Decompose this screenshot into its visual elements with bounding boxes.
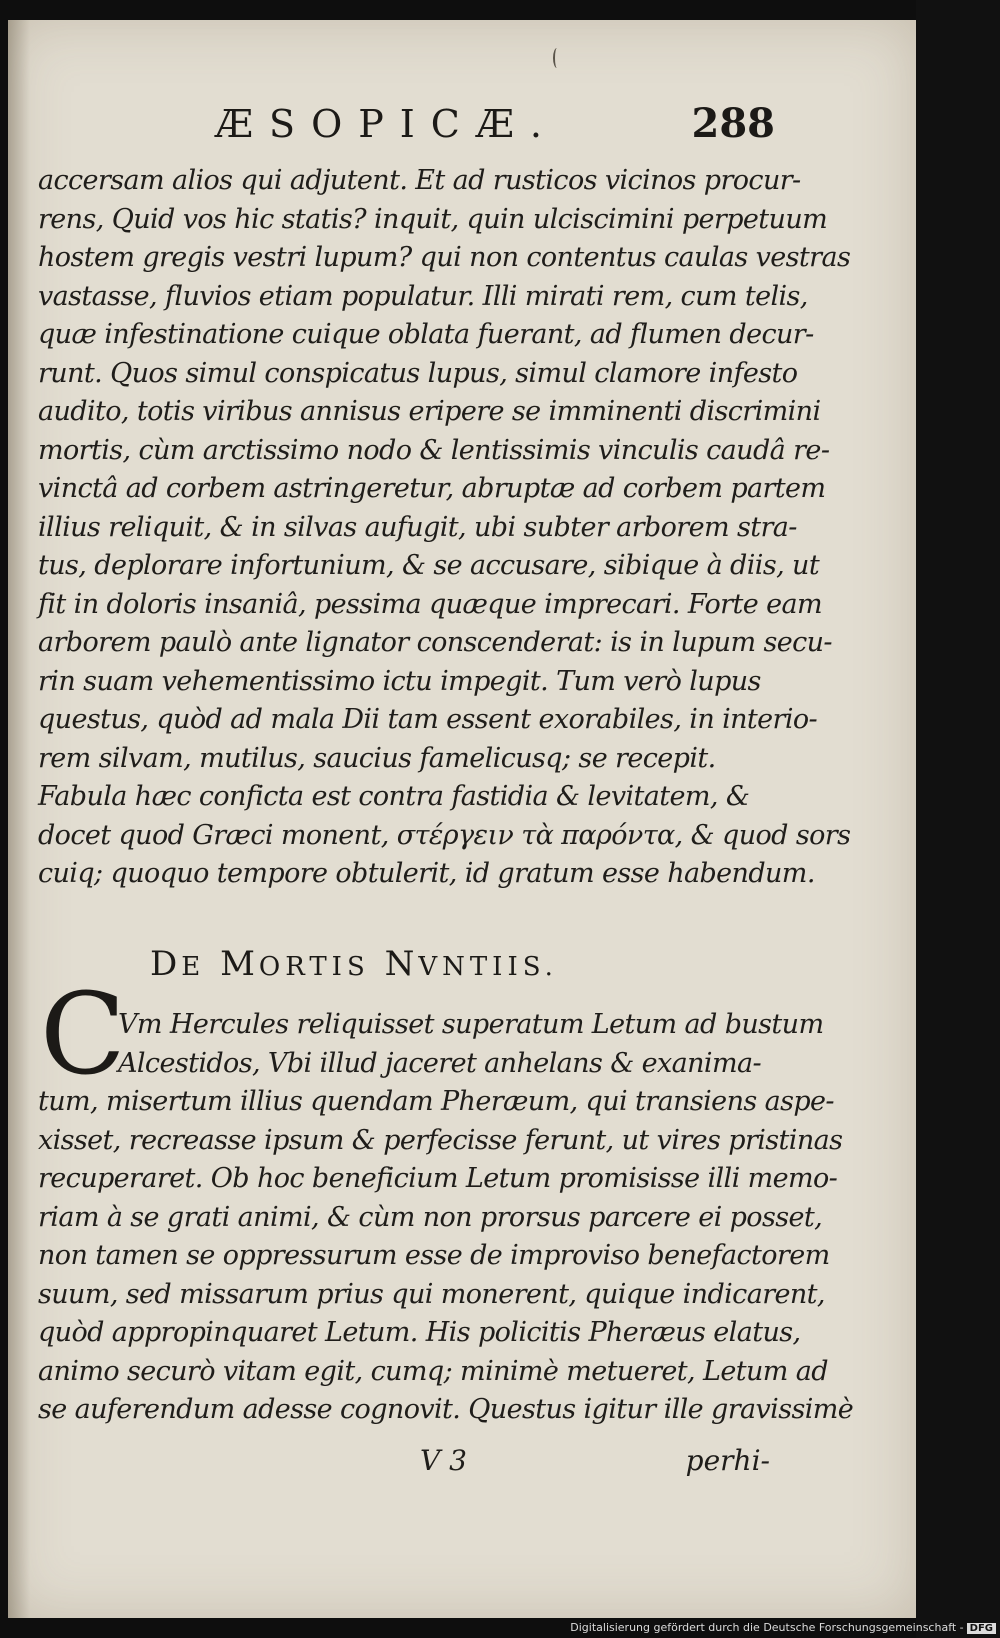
section-heading <box>150 944 558 984</box>
page-header <box>215 102 775 152</box>
dfg-logo: DFG <box>967 1623 996 1634</box>
text-line: suum, sed missarum prius qui monerent, quique indicarent, <box>38 1278 825 1310</box>
scan-border <box>916 0 1000 1638</box>
text-line: mortis, cùm arctissimo nodo & lentissimis vinculis caudâ re- <box>38 434 830 466</box>
text-line: vinctâ ad corbem astringeretur, abruptæ ad corbem partem <box>38 473 826 504</box>
running-title: ÆSOPICÆ. <box>215 102 558 146</box>
heading-smallcaps: E <box>181 952 206 982</box>
text-line: cuiq; quoquo tempore obtulerit, id gratum esse habendum. <box>38 858 815 889</box>
fable-text-block <box>38 1083 854 1430</box>
text-line: tus, deplorare infortunium, & se accusare, sibique à diis, ut <box>38 550 820 581</box>
text-line: recuperaret. Ob hoc beneficium Letum promisisse illi memo- <box>38 1163 838 1194</box>
text-line: runt. Quos simul conspicatus lupus, simul clamore infesto <box>38 357 798 389</box>
heading-cap: D <box>150 944 182 984</box>
text-line: vastasse, fluvios etiam populatur. Illi mirati rem, cum telis, <box>38 280 808 312</box>
text-line: rens, Quid vos hic statis? inquit, quin ulciscimini perpetuum <box>38 203 828 235</box>
text-line: quæ infestinatione cuique oblata fuerant, ad flumen decur- <box>38 319 814 350</box>
text-line: Vm Hercules reliquisset superatum Letum ad bustum <box>118 1009 824 1040</box>
text-line: non tamen se oppressurum esse de improviso benefactorem <box>38 1240 830 1271</box>
text-line: animo securò vitam egit, cumq; minimè metueret, Letum ad <box>38 1355 828 1387</box>
text-line: tum, misertum illius quendam Pheræum, qui transiens aspe- <box>38 1086 834 1117</box>
text-line: rin suam vehementissimo ictu impegit. Tum verò lupus <box>38 665 761 697</box>
signature-mark: V 3 <box>420 1444 467 1477</box>
digitization-credit <box>570 1621 996 1634</box>
heading-smallcaps: ORTIS <box>258 952 370 982</box>
text-line: Fabula hæc conficta est contra fastidia & levitatem, & <box>38 781 750 812</box>
text-line: audito, totis viribus annisus eripere se imminenti discrimini <box>38 396 821 427</box>
page-foot <box>420 1444 770 1484</box>
drop-capital: C <box>40 970 126 1100</box>
text-line: fit in doloris insaniâ, pessima quæque imprecari. Forte eam <box>38 588 822 620</box>
text-line: riam à se grati animi, & cùm non prorsus parcere ei posset, <box>38 1201 823 1233</box>
text-line: illius reliquit, & in silvas aufugit, ubi subter arborem stra- <box>38 511 797 543</box>
text-line: quòd appropinquaret Letum. His policitis Pheræus elatus, <box>38 1317 801 1348</box>
text-line: hostem gregis vestri lupum? qui non contentus caulas vestras <box>38 242 851 273</box>
text-line: questus, quòd ad mala Dii tam essent exorabiles, in interio- <box>38 704 818 735</box>
credit-text: Digitalisierung gefördert durch die Deutsche Forschungsgemeinschaft - <box>570 1621 964 1634</box>
page-number: 288 <box>691 100 775 147</box>
heading-cap: M <box>220 944 259 984</box>
text-line: docet quod Græci monent, στέργειν τὰ παρόντα, & quod sors <box>38 819 851 851</box>
catchword: perhi- <box>685 1444 770 1477</box>
fable-text-block <box>38 162 851 894</box>
heading-smallcaps: VNTIIS. <box>418 952 558 982</box>
heading-cap: N <box>384 944 419 984</box>
text-line: xisset, recreasse ipsum & perfecisse ferunt, ut vires pristinas <box>38 1124 843 1156</box>
text-line: Alcestidos, Vbi illud jaceret anhelans & exanima- <box>118 1047 761 1079</box>
text-line: rem silvam, mutilus, saucius famelicusq; se recepit. <box>38 742 716 774</box>
fable-opening-lines <box>118 1006 824 1083</box>
text-line: se auferendum adesse cognovit. Questus igitur ille gravissimè <box>38 1394 854 1425</box>
ink-mark <box>553 48 561 68</box>
text-line: accersam alios qui adjutent. Et ad rusticos vicinos procur- <box>38 165 801 196</box>
text-line: arborem paulò ante lignator conscenderat: is in lupum secu- <box>38 627 832 658</box>
